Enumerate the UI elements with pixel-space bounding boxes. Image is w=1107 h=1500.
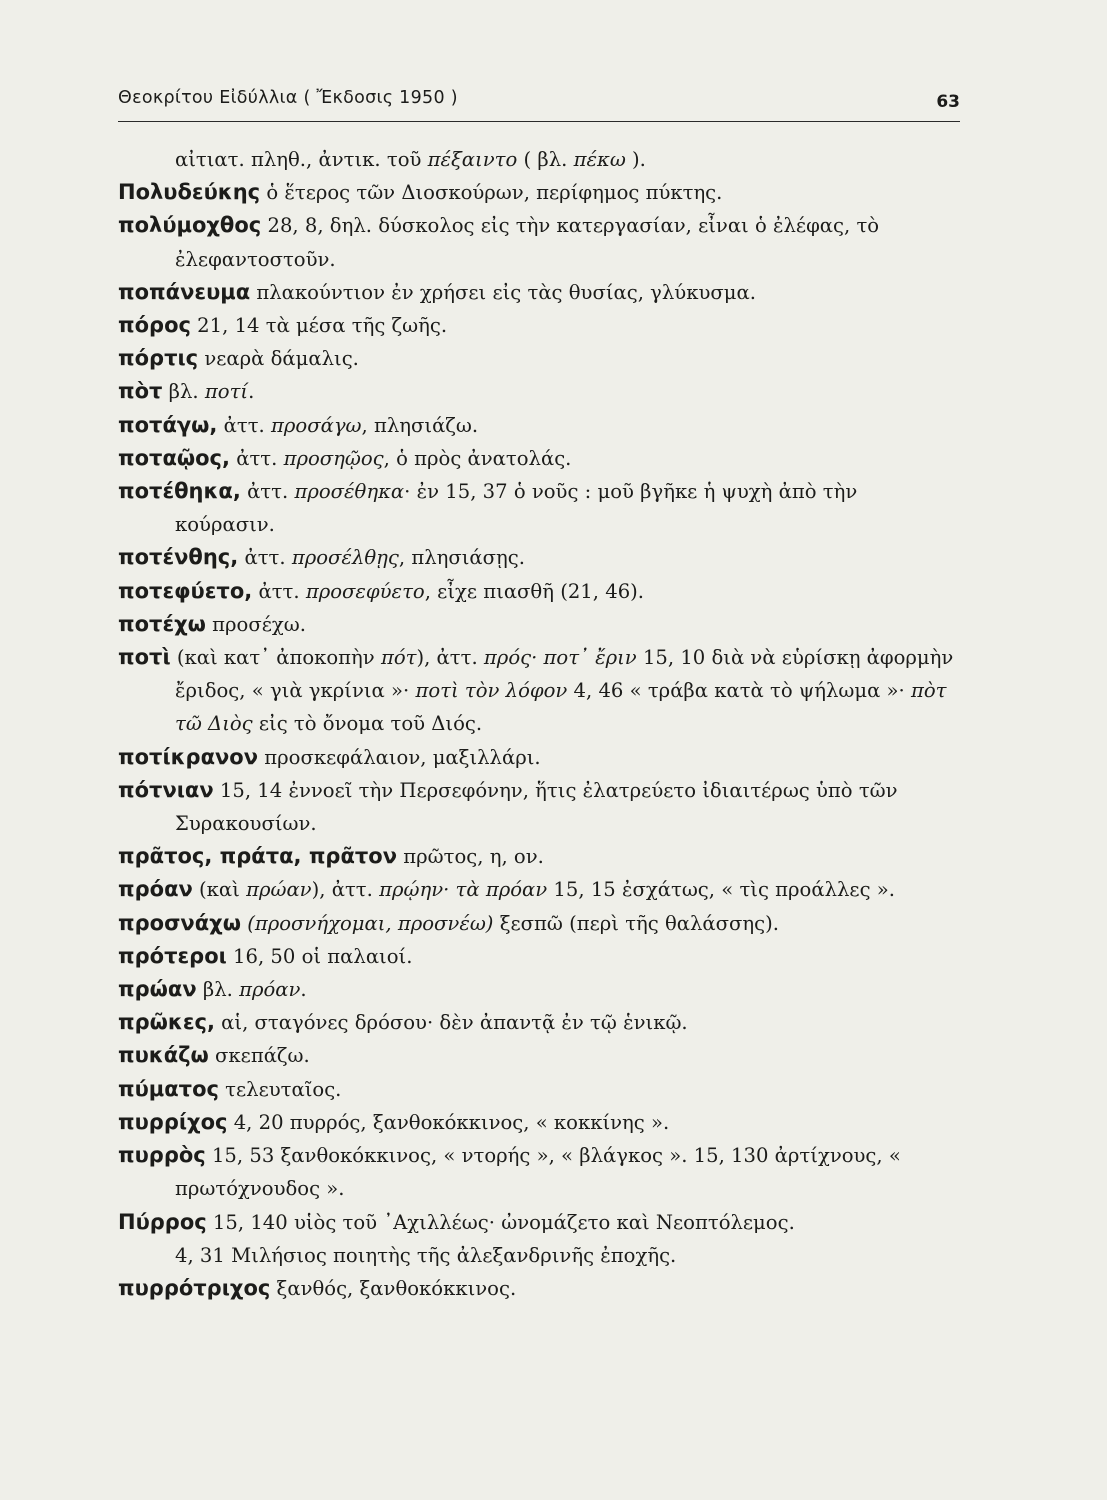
headword: ποτάγω, xyxy=(118,412,218,437)
headword: πρώαν xyxy=(118,977,197,1002)
entry-pot: πὸτ βλ. ποτί. xyxy=(118,379,255,404)
entry-polydeukes: Πολυδεύκης ὁ ἕτερος τῶν Διοσκούρων, περίφημος πύκτης. xyxy=(118,180,723,205)
entry-prokes: πρῶκες, αἱ, σταγόνες δρόσου· δὲν ἀπαντᾷ ἐν τῷ ἑνικῷ. xyxy=(118,1010,688,1035)
entry-poros: πόρος 21, 14 τὰ μέσα τῆς ζωῆς. xyxy=(118,313,448,338)
headword: πυρρίχος xyxy=(118,1109,228,1134)
entry-popaneuma: ποπάνευμα πλακούντιον ἐν χρήσει εἰς τὰς θυσίας, γλύκυσμα. xyxy=(118,279,756,304)
headword: ποπάνευμα xyxy=(118,279,251,304)
entry-portis: πόρτις νεαρὰ δάμαλις. xyxy=(118,346,359,371)
entry-potecho: ποτέχω προσέχω. xyxy=(118,611,306,636)
headword: ποτέχω xyxy=(118,611,206,636)
headword: ποτέθηκα, xyxy=(118,479,241,504)
entry-potenthis: ποτένθης, ἀττ. προσέλθῃς, πλησιάσῃς. xyxy=(118,545,525,570)
headword: πὸτ xyxy=(118,379,163,404)
entry-continuation: αἰτιατ. πληθ., ἀντικ. τοῦ πέξαιντο ( βλ. πέκω ). xyxy=(175,148,646,171)
running-title: Θεοκρίτου Εἰδύλλια ( Ἔκδοσις 1950 ) xyxy=(118,88,458,108)
entry-potefyeto: ποτεφύετο, ἀττ. προσεφύετο, εἶχε πιασθῆ (21, 46). xyxy=(118,578,645,603)
headword: ποτίκρανον xyxy=(118,744,259,769)
headword: πόρος xyxy=(118,313,191,338)
entry-potago: ποτάγω, ἀττ. προσάγω, πλησιάζω. xyxy=(118,412,479,437)
headword: προσνάχω xyxy=(118,910,241,935)
headword: πυρρὸς xyxy=(118,1143,206,1168)
entry-pyrrichos: πυρρίχος 4, 20 πυρρός, ξανθοκόκκινος, « κοκκίνης ». xyxy=(118,1109,670,1134)
entry-polymochthos: πολύμοχθος 28, 8, δηλ. δύσκολος εἰς τὴν κατεργασίαν, εἶναι ὁ ἐλέφας, τὸ ἐλεφαντοστοῦν. xyxy=(118,213,880,271)
headword: πυρρότριχος xyxy=(118,1275,271,1300)
entry-pykazo: πυκάζω σκεπάζω. xyxy=(118,1043,310,1068)
headword: Πύρρος xyxy=(118,1209,207,1234)
headword: πολύμοχθος xyxy=(118,213,262,238)
headword: πρῶκες, xyxy=(118,1010,215,1035)
entry-prosnacho: προσνάχω (προσνήχομαι, προσνέω) ξεσπῶ (περὶ τῆς θαλάσσης). xyxy=(118,910,779,935)
entry-pyrros: πυρρὸς 15, 53 ξανθοκόκκινος, « ντορής », « βλάγκος ». 15, 130 ἀρτίχνους, « πρωτόχνουδος ». xyxy=(118,1143,901,1201)
entry-pyrros-name: Πύρρος 15, 140 υἱὸς τοῦ ᾿Αχιλλέως· ὠνομάζετο καὶ Νεοπτόλεμος. xyxy=(118,1209,795,1234)
entry-proan-2: πρώαν βλ. πρόαν. xyxy=(118,977,307,1002)
headword: πρόαν xyxy=(118,877,193,902)
headword: Πολυδεύκης xyxy=(118,180,261,205)
entry-pyrros-continuation: 4, 31 Μιλήσιος ποιητὴς τῆς ἀλεξανδρινῆς ἐποχῆς. xyxy=(175,1243,677,1267)
headword: πρᾶτος, πράτα, πρᾶτον xyxy=(118,844,398,869)
header-rule xyxy=(118,121,960,122)
entry-potethika: ποτέθηκα, ἀττ. προσέθηκα· ἐν 15, 37 ὁ νοῦς : μοῦ βγῆκε ἡ ψυχὴ ἀπὸ τὴν κούρασιν. xyxy=(118,479,858,537)
headword: πύματος xyxy=(118,1076,219,1101)
headword: ποταῷος, xyxy=(118,445,230,470)
entry-pratos: πρᾶτος, πράτα, πρᾶτον πρῶτος, η, ον. xyxy=(118,844,544,869)
entry-potikranon: ποτίκρανον προσκεφάλαιον, μαξιλλάρι. xyxy=(118,744,541,769)
headword: ποτένθης, xyxy=(118,545,239,570)
entry-pymatos: πύματος τελευταῖος. xyxy=(118,1076,342,1101)
headword: πυκάζω xyxy=(118,1043,209,1068)
glossary-entries xyxy=(118,143,958,1305)
headword: ποτεφύετο, xyxy=(118,578,253,603)
page-header xyxy=(118,82,960,122)
entry-pyrrotrichos: πυρρότριχος ξανθός, ξανθοκόκκινος. xyxy=(118,1275,517,1300)
headword: ποτὶ xyxy=(118,645,171,670)
entry-proan: πρόαν (καὶ πρώαν), ἀττ. πρῴην· τὰ πρόαν 15, 15 ἐσχάτως, « τὶς προάλλες ». xyxy=(118,877,895,902)
entry-potaos: ποταῷος, ἀττ. προσηῷος, ὁ πρὸς ἀνατολάς. xyxy=(118,445,572,470)
headword: πρότεροι xyxy=(118,943,227,968)
page-number: 63 xyxy=(936,92,960,112)
entry-potnian: πότνιαν 15, 14 ἐννοεῖ τὴν Περσεφόνην, ἥτις ἐλατρεύετο ἰδιαιτέρως ὑπὸ τῶν Συρακουσίων. xyxy=(118,777,898,836)
entry-poti: ποτὶ (καὶ κατ᾽ ἀποκοπὴν πότ), ἀττ. πρός· ποτ᾽ ἔριν 15, 10 διὰ νὰ εὑρίσκῃ ἀφορμὴν ἔριδος, « γιὰ γκρίνια »· ποτὶ τὸν λόφον 4, 46 « τράβα κατὰ τὸ ψήλωμα »· πὸτ τῶ Διὸς εἰς τὸ ὄνομα τοῦ Διός. xyxy=(118,645,954,736)
entry-proteroi: πρότεροι 16, 50 οἱ παλαιοί. xyxy=(118,943,413,968)
headword: πότνιαν xyxy=(118,777,214,802)
headword: πόρτις xyxy=(118,346,199,371)
